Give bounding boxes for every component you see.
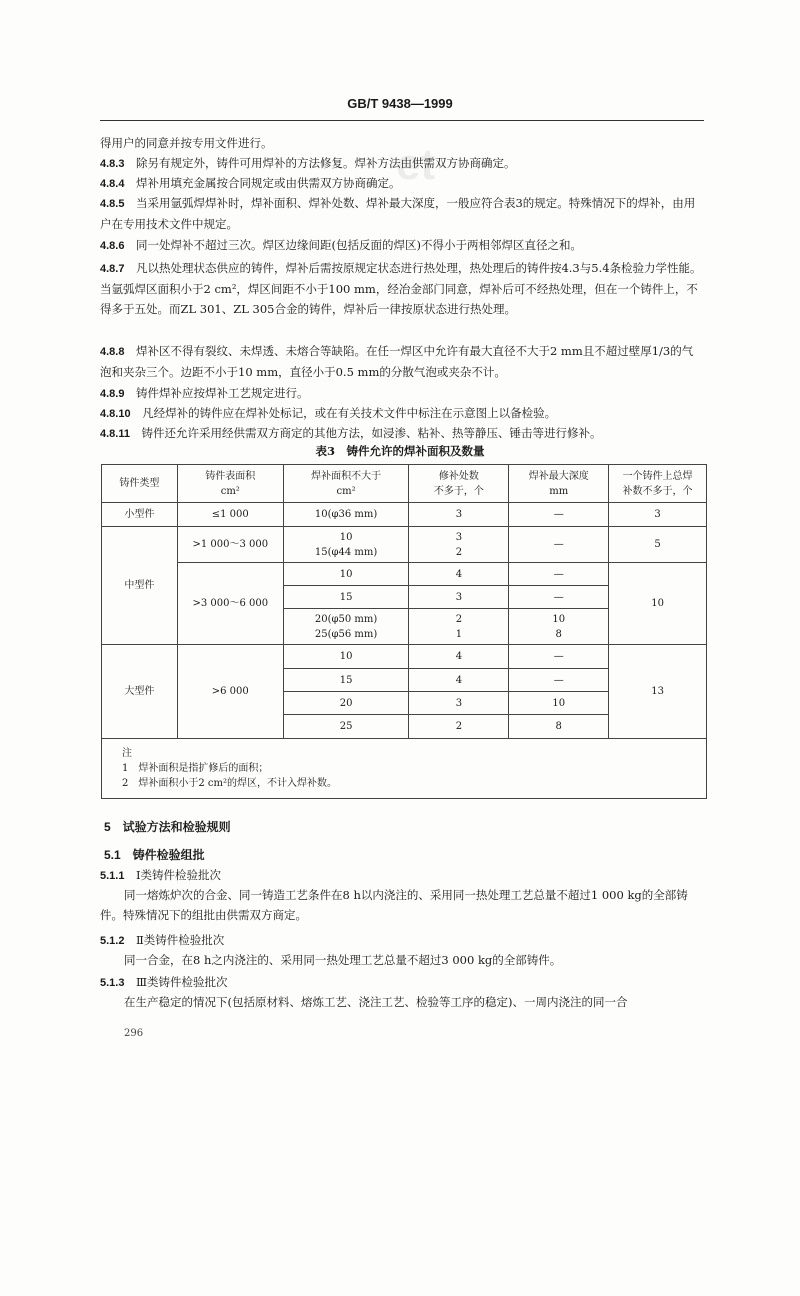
depth-cell: —: [509, 669, 609, 692]
count-cell: 4: [409, 645, 509, 669]
total-cell: 10: [609, 563, 707, 645]
weld-area-cell: 10 15(φ44 mm): [283, 527, 409, 563]
area-cell: >6 000: [177, 645, 283, 739]
type-large: 大型件: [102, 645, 178, 739]
header-depth: 焊补最大深度 mm: [509, 465, 609, 503]
total-cell: 3: [609, 503, 707, 527]
type-small: 小型件: [102, 503, 178, 527]
clause-4-8-4: 4.8.4 焊补用填充金属按合同规定或由供需双方协商确定。: [100, 176, 401, 190]
clause-4-8-5: 4.8.5 当采用氩弧焊焊补时，焊补面积、焊补处数、焊补最大深度，一般应符合表3的规定。特殊情况下的焊补，由用户在专用技术文件中规定。: [100, 196, 696, 231]
section-5-1-1-text: 同一熔炼炉次的合金、同一铸造工艺条件在8 h以内浇注的、采用同一热处理工艺总量不超过1 000 kg的全部铸件。特殊情况下的组批由供需双方商定。: [100, 888, 688, 922]
depth-cell: 10 8: [509, 609, 609, 645]
header-count: 修补处数 不多于，个: [409, 465, 509, 503]
count-cell: 3 2: [409, 527, 509, 563]
weld-area-cell: 25: [283, 715, 409, 739]
depth-cell: —: [509, 645, 609, 669]
depth-cell: —: [509, 503, 609, 527]
weld-repair-table: [101, 464, 707, 799]
count-cell: 4: [409, 669, 509, 692]
depth-cell: —: [509, 563, 609, 586]
total-cell: 13: [609, 645, 707, 739]
table-notes: [102, 739, 707, 799]
header-type: 铸件类型: [102, 465, 178, 503]
section-5-1-1-heading: 5.1.1 Ⅰ类铸件检验批次: [100, 868, 222, 882]
total-cell: 5: [609, 527, 707, 563]
table-row: [102, 503, 707, 527]
clause-4-8-10: 4.8.10 凡经焊补的铸件应在焊补处标记，或在有关技术文件中标注在示意图上以备检验。: [100, 406, 557, 420]
section-5-1-2-text: 同一合金，在8 h之内浇注的、采用同一热处理工艺总量不超过3 000 kg的全部铸件。: [124, 953, 562, 967]
type-medium: 中型件: [102, 527, 178, 645]
paragraph-continuation: 得用户的同意并按专用文件进行。: [100, 136, 273, 150]
notes-title: 注: [122, 748, 132, 759]
section-5-1-3-text: 在生产稳定的情况下(包括原材料、熔炼工艺、浇注工艺、检验等工序的稳定)、一周内浇注的同一合: [124, 995, 628, 1009]
weld-area-cell: 20(φ50 mm) 25(φ56 mm): [283, 609, 409, 645]
clause-4-8-11: 4.8.11 铸件还允许采用经供需双方商定的其他方法，如浸渗、粘补、热等静压、锤击等进行修补。: [100, 426, 602, 440]
note-2: 2 焊补面积小于2 cm²的焊区，不计入焊补数。: [122, 778, 337, 789]
weld-area-cell: 10: [283, 645, 409, 669]
clause-4-8-9: 4.8.9 铸件焊补应按焊补工艺规定进行。: [100, 386, 309, 400]
section-5-1-title: 5.1 铸件检验组批: [104, 848, 205, 862]
depth-cell: 8: [509, 715, 609, 739]
page-number: 296: [124, 1028, 144, 1039]
note-1: 1 焊补面积是指扩修后的面积；: [122, 763, 269, 774]
header-weld-area: 焊补面积不大于 cm²: [283, 465, 409, 503]
table-notes-row: [102, 739, 707, 799]
watermark: et: [396, 140, 436, 189]
section-5-1-3-heading: 5.1.3 Ⅲ类铸件检验批次: [100, 975, 228, 989]
weld-area-cell: 10: [283, 563, 409, 586]
header-total: 一个铸件上总焊 补数不多于，个: [609, 465, 707, 503]
table-caption: 表3 铸件允许的焊补面积及数量: [315, 444, 485, 458]
table-row: [102, 527, 707, 563]
weld-area-cell: 15: [283, 669, 409, 692]
area-cell: >3 000～6 000: [177, 563, 283, 645]
page-header: GB/T 9438—1999: [347, 96, 453, 111]
depth-cell: —: [509, 586, 609, 609]
clause-4-8-7: 4.8.7 凡以热处理状态供应的铸件，焊补后需按原规定状态进行热处理，热处理后的铸件按4.3与5.4条检验力学性能。当氩弧焊区面积小于2 cm²，焊区间距不小于100 mm，经冶金部门同意，焊补后可不经热处理，但在一个铸件上，不得多于五处。而ZL 301、ZL 305合金的铸件，焊补后一律按原状态进行热处理。: [100, 261, 702, 316]
count-cell: 3: [409, 503, 509, 527]
clause-4-8-8: 4.8.8 焊补区不得有裂纹、未焊透、未熔合等缺陷。在任一焊区中允许有最大直径不大于2 mm且不超过壁厚1/3的气泡和夹杂三个。边距不小于10 mm，直径小于0.5 mm的分散气泡或夹杂不计。: [100, 344, 694, 379]
area-cell: >1 000～3 000: [177, 527, 283, 563]
header-area: 铸件表面积 cm²: [177, 465, 283, 503]
section-5-title: 5 试验方法和检验规则: [104, 820, 231, 834]
table-row: [102, 645, 707, 669]
depth-cell: —: [509, 527, 609, 563]
weld-area-cell: 20: [283, 692, 409, 715]
weld-area-cell: 10(φ36 mm): [283, 503, 409, 527]
count-cell: 2: [409, 715, 509, 739]
header-rule: [100, 120, 704, 121]
weld-area-cell: 15: [283, 586, 409, 609]
clause-4-8-6: 4.8.6 同一处焊补不超过三次。焊区边缘间距(包括反面的焊区)不得小于两相邻焊区直径之和。: [100, 238, 582, 252]
count-cell: 3: [409, 586, 509, 609]
clause-4-8-3: 4.8.3 除另有规定外，铸件可用焊补的方法修复。焊补方法由供需双方协商确定。: [100, 156, 516, 170]
table-header-row: [102, 465, 707, 503]
area-cell: ≤1 000: [177, 503, 283, 527]
count-cell: 2 1: [409, 609, 509, 645]
section-5-1-2-heading: 5.1.2 Ⅱ类铸件检验批次: [100, 933, 225, 947]
depth-cell: 10: [509, 692, 609, 715]
count-cell: 4: [409, 563, 509, 586]
table-row: [102, 563, 707, 586]
count-cell: 3: [409, 692, 509, 715]
